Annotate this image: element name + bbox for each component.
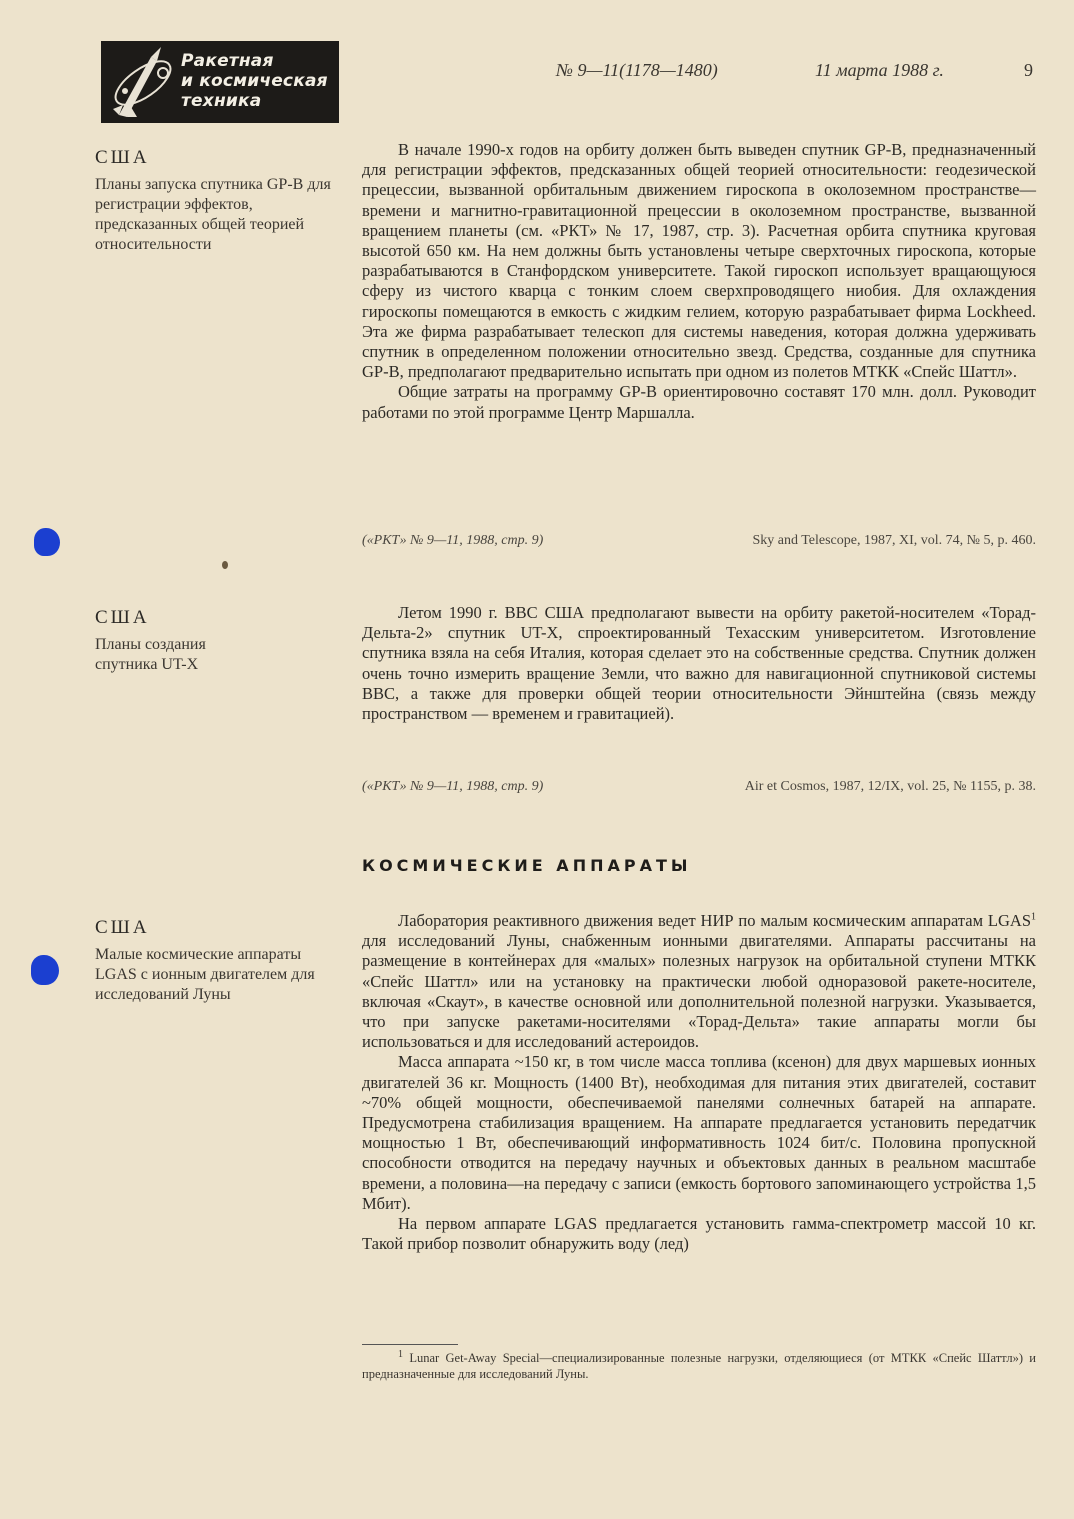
article-3-paragraph-3: На первом аппарате LGAS предлагается установить гамма-спектрометр массой 10 кг. Такой прибор позволит обнаружить воду (лед) (362, 1214, 1036, 1254)
article-1-side-title: Планы запуска спутника GP-B для регистрации эффектов, предсказанных общей теорией относительности (95, 176, 331, 253)
footnote-ref-marker: 1 (1031, 911, 1036, 923)
article-3-paragraph-2: Масса аппарата ~150 кг, в том числе масса топлива (ксенон) для двух маршевых ионных двигателей 36 кг. Мощность (1400 Вт), необходимая для питания этих двигателей, составит ~70% общей мощности, обеспечиваемой панелями солнечных батарей на аппарате. Предусмотрена стабилизация вращением. На аппарате предлагается установить передатчик мощностью 1 Вт, обеспечивающий информативность 1024 бит/с. Половина пропускной способности отводится на передачу научных и объектовых данных в реальном масштабе времени, а половина—на передачу с записи (емкость бортового запоминающего устройства 1,5 Мбит). (362, 1052, 1036, 1213)
logo-line-3: техника (181, 91, 262, 111)
journal-logo (101, 41, 339, 123)
article-3-country: США (95, 917, 150, 938)
issue-date: 11 марта 1988 г. (815, 60, 944, 80)
article-3-p1-start: Лаборатория реактивного движения ведет НИР по малым космическим аппаратам LGAS (398, 911, 1031, 930)
footnote (362, 1350, 1036, 1382)
article-3-body (362, 911, 1036, 1254)
footnote-text (362, 1350, 1036, 1382)
article-1-cite-journal: («РКТ» № 9—11, 1988, стр. 9) (362, 533, 544, 548)
logo-title (181, 51, 328, 111)
article-1-paragraph-1: В начале 1990-х годов на орбиту должен быть выведен спутник GP-B, предназначенный для регистрации эффектов, предсказанных общей теорией относительности: геодезической прецессии, вызванной орбитальным движением гироскопа в околоземном пространстве—времени и магнитно-гравитационной прецессии в околоземном пространстве, вызванной вращением планеты (см. «РКТ» № 17, 1987, стр. 3). Расчетная орбита спутника круговая высотой 650 км. На нем должны быть установлены четыре сверхточных гироскопа, которые разрабатываются в Станфордском университете. Такой гироскоп использует вращающуюся сферу из чистого кварца с тонким слоем сверхпроводящего ниобия. Для охлаждения гироскопы помещаются в емкость с жидким гелием, которую разрабатывает фирма Lockheed. Эта же фирма разрабатывает телескоп для системы наведения, которая должна удерживать спутник в определенном положении относительно звезд. Средства, созданные для спутника GP-B, предполагают предварительно испытать при одном из полетов МТКК «Спейс Шаттл». (362, 140, 1036, 382)
footnote-body: Lunar Get-Away Special—специализированные полезные нагрузки, отделяющиеся (от МТКК «Спейс Шаттл») и предназначенные для исследований Луны. (362, 1351, 1036, 1381)
article-1-cite-source: Sky and Telescope, 1987, XI, vol. 74, № 5, p. 460. (752, 533, 1036, 548)
article-1-body (362, 140, 1036, 423)
article-2-side-title: Планы создания спутника UT-X (95, 636, 206, 673)
article-1-paragraph-2: Общие затраты на программу GP-B ориентировочно составят 170 млн. долл. Руководит работами по этой программе Центр Маршалла. (362, 382, 1036, 422)
article-3-sidebar (95, 917, 335, 1005)
article-1-country: США (95, 147, 150, 168)
article-2-country: США (95, 607, 150, 628)
logo-line-2: и космическая (181, 71, 328, 91)
article-1-sidebar (95, 147, 335, 255)
article-3-paragraph-1 (362, 911, 1036, 1052)
article-3-side-title: Малые космические аппараты LGAS с ионным двигателем для исследований Луны (95, 946, 315, 1003)
issue-number: № 9—11(1178—1480) (556, 60, 718, 80)
rocket-emblem-icon (105, 43, 181, 121)
paper-speck (222, 561, 228, 569)
article-3-p1-rest: для исследований Луны, снабженным ионными двигателями. Аппараты рассчитаны на размещение в контейнерах для «малых» полезных нагрузок на орбитальной ступени МТКК «Спейс Шаттл» или на установку на практически любой одноразовой ракете-носителе, включая «Скаут», в качестве основной или дополнительной полезной нагрузки. Указывается, что при запуске ракетами-носителями «Торад-Дельта» такие аппараты могли бы использоваться и для исследований астероидов. (362, 931, 1036, 1052)
logo-line-1: Ракетная (181, 51, 274, 71)
ink-blot-2 (31, 955, 59, 985)
page-number: 9 (1024, 60, 1033, 80)
footnote-divider (362, 1344, 458, 1345)
footnote-marker: 1 (398, 1348, 403, 1360)
ink-blot-1 (34, 528, 60, 556)
article-2-paragraph-1: Летом 1990 г. ВВС США предполагают вывести на орбиту ракетой-носителем «Торад-Дельта-2» спутник UT-X, спроектированный Техасским университетом. Изготовление спутника взяла на себя Италия, которая сделает это на собственные средства. Спутник должен очень точно измерить вращение Земли, что важно для навигационной спутниковой системы ВВС, а также для проверки общей теории относительности Эйнштейна (связь между пространством — временем и гравитацией). (362, 603, 1036, 724)
article-2-cite-journal: («РКТ» № 9—11, 1988, стр. 9) (362, 779, 544, 794)
article-2-sidebar (95, 607, 335, 675)
section-heading: КОСМИЧЕСКИЕ АППАРАТЫ (362, 856, 692, 875)
article-2-cite-source: Air et Cosmos, 1987, 12/IX, vol. 25, № 1155, p. 38. (744, 779, 1036, 794)
article-2-body (362, 603, 1036, 724)
